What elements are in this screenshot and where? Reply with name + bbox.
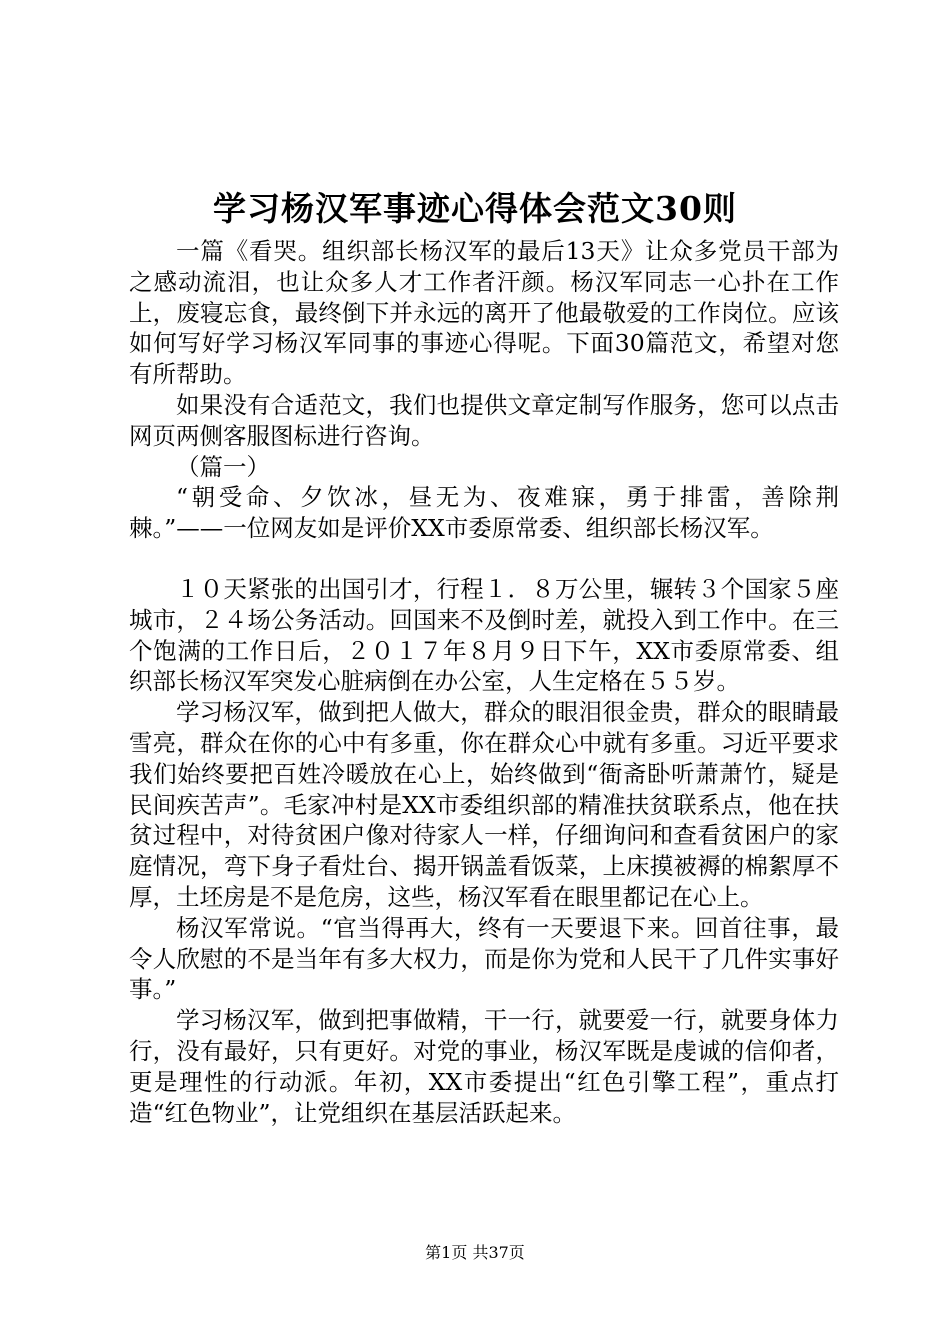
page-footer: 第1页 共37页: [425, 1243, 525, 1262]
paragraph-people: 学习杨汉军，做到把人做大，群众的眼泪很金贵，群众的眼睛最雪亮，群众在你的心中有多重，你在群众心中就有多重。习近平要求我们始终要把百姓冷暖放在心上，始终做到“衙斋卧听萧萧竹，疑是民间疾苦声”。毛家冲村是XX市委组织部的精准扶贫联系点，他在扶贫过程中，对待贫困户像对待家人一样，仔细询问和查看贫困户的家庭情况，弯下身子看灶台、揭开锅盖看饭菜，上床摸被褥的棉絮厚不厚，土坯房是不是危房，这些，杨汉军看在眼里都记在心上。: [129, 698, 839, 911]
section-heading-part-one: （篇一）: [176, 452, 270, 481]
document-body: [129, 236, 839, 1128]
paragraph-service-note: 如果没有合适范文，我们也提供文章定制写作服务，您可以点击网页两侧客服图标进行咨询。: [129, 390, 839, 450]
paragraph-intro: 一篇《看哭。组织部长杨汉军的最后13天》让众多党员干部为之感动流泪，也让众多人才工作者汗颜。杨汉军同志一心扑在工作上，废寝忘食，最终倒下并永远的离开了他最敬爱的工作岗位。应该如何写好学习杨汉军同事的事迹心得呢。下面30篇范文，希望对您有所帮助。: [129, 237, 839, 389]
paragraph-trip: １０天紧张的出国引才，行程１．８万公里，辗转３个国家５座城市，２４场公务活动。回国来不及倒时差，就投入到工作中。在三个饱满的工作日后，２０１７年８月９日下午，XX市委原常委、组织部长杨汉军突发心脏病倒在办公室，人生定格在５５岁。: [129, 574, 839, 696]
document-title: 学习杨汉军事迹心得体会范文30则: [213, 189, 737, 228]
paragraph-saying: 杨汉军常说。“官当得再大，终有一天要退下来。回首往事，最令人欣慰的不是当年有多大权力，而是你为党和人民干了几件实事好事。”: [129, 913, 839, 1004]
paragraph-work: 学习杨汉军，做到把事做精，干一行，就要爱一行，就要身体力行，没有最好，只有更好。对党的事业，杨汉军既是虔诚的信仰者，更是理性的行动派。年初，XX市委提出“红色引擎工程”，重点打造“红色物业”，让党组织在基层活跃起来。: [129, 1006, 839, 1127]
paragraph-quote: “朝受命、夕饮冰，昼无为、夜难寐，勇于排雷，善除荆棘。”——一位网友如是评价XX市委原常委、组织部长杨汉军。: [129, 483, 839, 543]
